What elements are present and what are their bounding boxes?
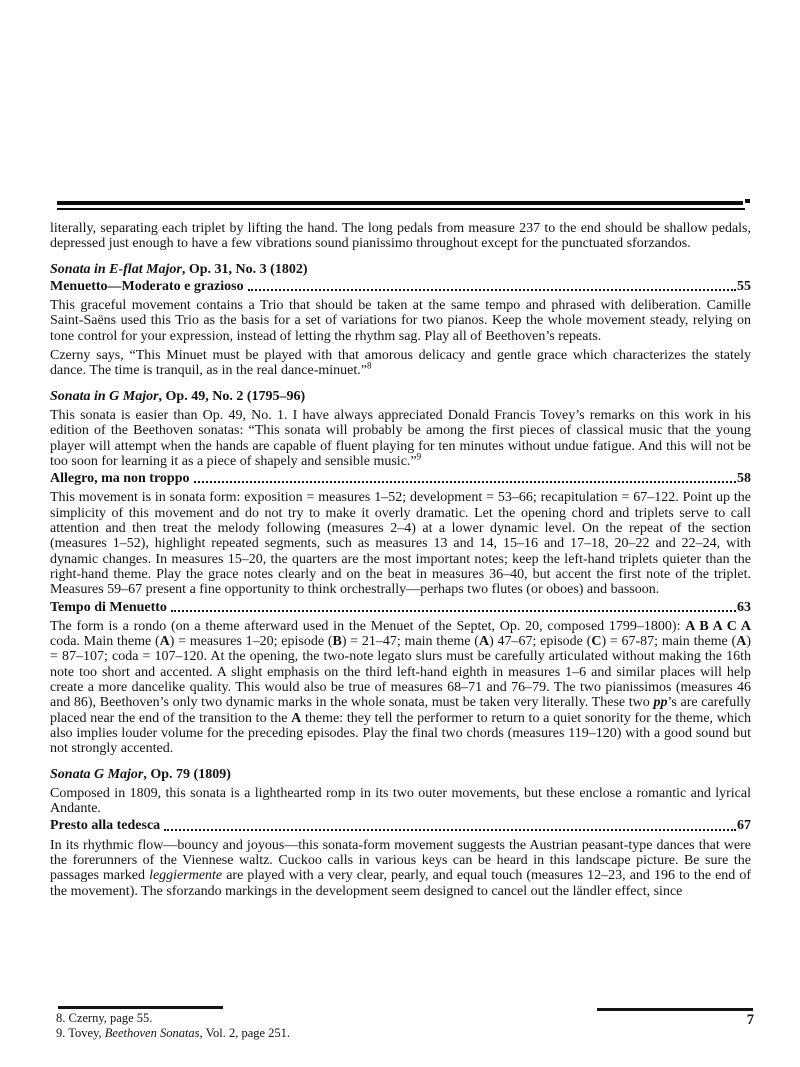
header-rule-thick — [57, 201, 743, 205]
toc-entry-title: Presto alla tedesca — [50, 818, 161, 834]
footnote-8: 8. Czerny, page 55. — [56, 1011, 153, 1025]
header-rule-artifact — [745, 199, 750, 203]
section-heading-op31: Sonata in E-flat Major, Op. 31, No. 3 (1802) — [50, 261, 308, 277]
toc-entry-page-number: 55 — [737, 278, 751, 294]
page-number-rule — [597, 1008, 753, 1011]
paragraph-rondo: The form is a rondo (on a theme afterward used in the Menuet of the Septet, Op. 20, composed 1799–1800): A B A C A coda. Main theme (A) = measures 1–20; episode (B) = 21–47; main theme (A) 47–67; episode (C) = 67-87; main theme (A) = 87–107; coda = 107–120. At the opening, the two-note legato slurs must be carefully articulated without making the 16th note too short and accented. A slight emphasis on the third left-hand eighth in measures 1–6 and similar places will help create a more dancelike quality. This would also be true of measures 68–71 and 76–79. The two pianissimos (measures 46 and 86), Beethoven’s only two dynamic marks in the whole sonata, must be taken very literally. These two pp’s are carefully placed near the end of the transition to the A theme: they tell the performer to return to a quiet sonority for the theme, which also implies louder volume for the preceding episodes. Play the final two chords (measures 119–120) with a good sound but not strongly accented. — [50, 618, 751, 757]
header-rule-thin — [57, 208, 745, 210]
page-body — [50, 221, 751, 899]
footnote-9: 9. Tovey, Beethoven Sonatas, Vol. 2, page 251. — [56, 1025, 291, 1040]
page-number: 7 — [746, 1012, 754, 1028]
footnote-separator-rule — [58, 1006, 223, 1009]
dotted-leader — [194, 481, 737, 483]
paragraph-composed: Composed in 1809, this sonata is a lighthearted romp in its two outer movements, but these enclose a romantic and lyrical Andante. — [50, 785, 751, 817]
section-heading-op49: Sonata in G Major, Op. 49, No. 2 (1795–96) — [50, 388, 306, 404]
toc-entry-tempo-di-menuetto — [50, 600, 751, 615]
toc-entry-page-number: 63 — [737, 599, 751, 615]
toc-entry-title: Menuetto—Moderato e grazioso — [50, 278, 244, 294]
toc-entry-page-number: 58 — [737, 471, 751, 487]
toc-entry-page-number: 67 — [737, 818, 751, 834]
paragraph-sonata-form: This movement is in sonata form: exposition = measures 1–52; development = 53–66; recapitulation = 67–122. Point up the simplicity of this movement and do not try to make it overly dramatic. Let the opening chord and triplets serve to call attention and then treat the melody following (measures 2–4) at a lower dynamic level. On the repeat of the section (measures 1–52), highlight repeated segments, such as measures 13 and 14, 15–16 and 17–18, 20–22 and 22–24, with dynamic changes. In measures 15–20, the quarters are the most important notes; keep the left-hand triplets quieter than the right-hand theme. Play the grace notes clearly and on the beat in measures 36–40, but accent the first note of the triplet. Measures 59–67 present a fine opportunity to think orchestrally—perhaps two flutes (or oboes) and bassoon. — [50, 490, 751, 598]
paragraph-pedals: literally, separating each triplet by lifting the hand. The long pedals from measure 237 to the end should be shallow pedals, depressed just enough to have a few vibrations sound pianissimo throughout except for the punctuated sforzandos. — [50, 221, 751, 252]
paragraph-graceful: This graceful movement contains a Trio that should be taken at the same tempo and phrased with deliberation. Camille Saint-Saëns used this Trio as the basis for a set of variations for two pianos. Keep the whole movement steady, relying on tone control for your expression, instead of letting the rhythm sag. Play all of Beethoven’s repeats. — [50, 298, 751, 344]
toc-entry-allegro — [50, 471, 751, 486]
dotted-leader — [164, 829, 736, 831]
toc-entry-title: Tempo di Menuetto — [50, 599, 167, 615]
section-heading-op79: Sonata G Major, Op. 79 (1809) — [50, 766, 231, 782]
toc-entry-menuetto — [50, 279, 751, 294]
dotted-leader — [248, 289, 736, 291]
paragraph-easier: This sonata is easier than Op. 49, No. 1. I have always appreciated Donald Francis Tovey’s remarks on this work in his edition of the Beethoven sonatas: “This sonata will probably be among the first pieces of classical music that the young player will attempt when the hands are capable of fluent playing for ten minutes without undue fatigue. And this will not be too soon for learning it as a piece of shapely and sensible music.”$^9$ — [50, 407, 751, 469]
footnotes — [56, 1011, 476, 1040]
toc-entry-presto — [50, 818, 751, 833]
paragraph-rhythmic: In its rhythmic flow—bouncy and joyous—this sonata-form movement suggests the Austrian peasant-type dances that were the forerunners of the Viennese waltz. Cuckoo calls in various keys can be heard in this landscape picture. Be sure the passages marked leggiermente are played with a very clear, pearly, and equal touch (measures 12–23, and 196 to the end of the movement). The sforzando markings in the development seem designed to cancel out the ländler effect, since — [50, 837, 752, 899]
toc-entry-title: Allegro, ma non troppo — [50, 471, 190, 487]
dotted-leader — [171, 610, 736, 612]
paragraph-czerny-quote: Czerny says, “This Minuet must be played with that amorous delicacy and gentle grace which characterizes the stately dance. The time is tranquil, as in the real dance-minuet.”$^8$ — [50, 348, 751, 379]
